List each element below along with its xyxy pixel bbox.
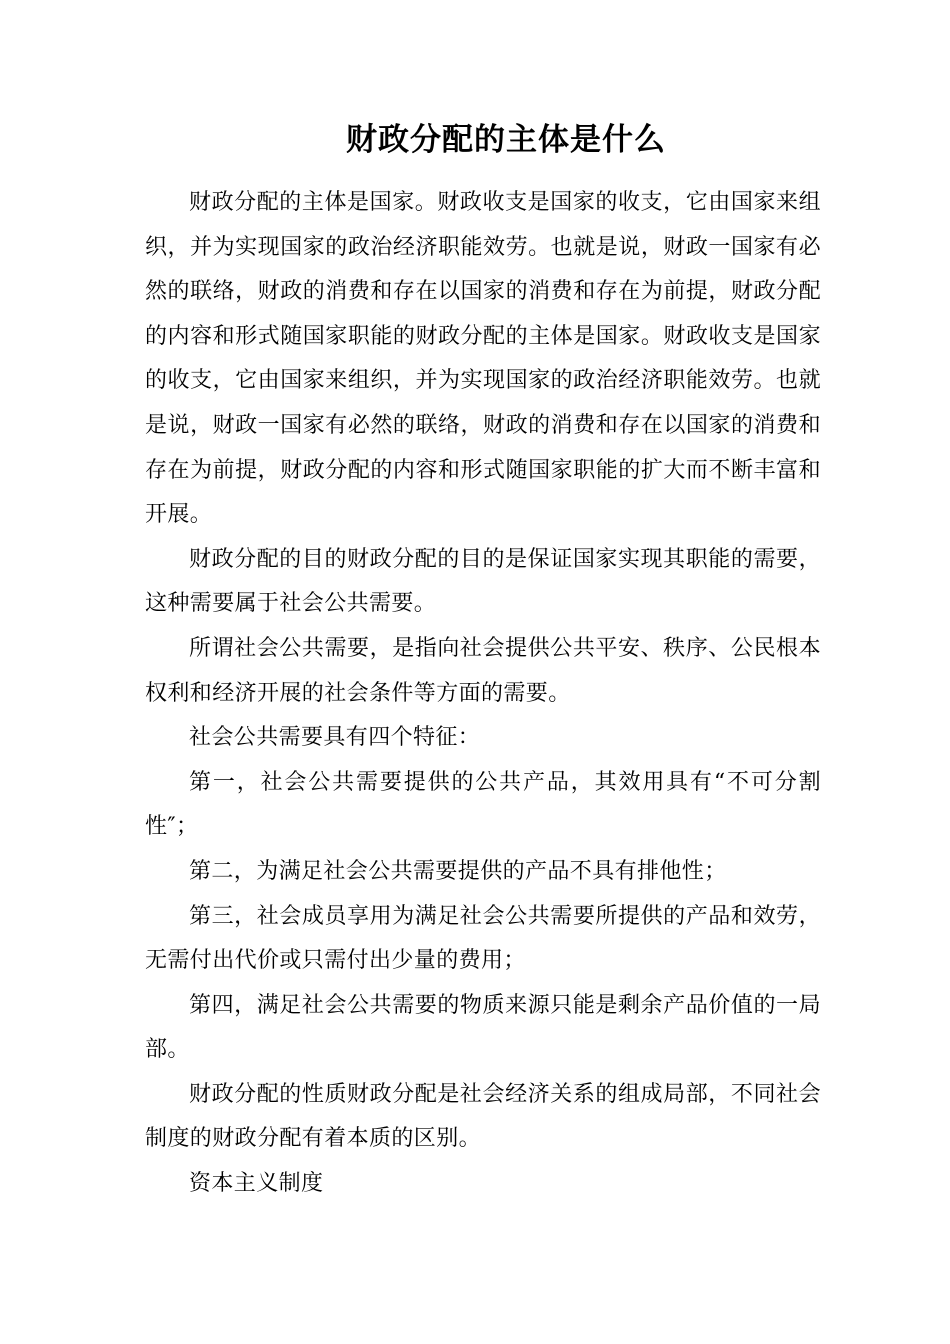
paragraph: 财政分配的目的财政分配的目的是保证国家实现其职能的需要，这种需要属于社会公共需要。 bbox=[145, 546, 821, 617]
paragraph: 第三，社会成员享用为满足社会公共需要所提供的产品和效劳，无需付出代价或只需付出少量的费用； bbox=[145, 903, 821, 974]
paragraph: 第二，为满足社会公共需要提供的产品不具有排他性； bbox=[189, 858, 727, 884]
paragraph: 所谓社会公共需要，是指向社会提供公共平安、秩序、公民根本权利和经济开展的社会条件等方面的需要。 bbox=[145, 635, 821, 706]
paragraph: 资本主义制度 bbox=[189, 1171, 324, 1197]
document-title: 财政分配的主体是什么 bbox=[346, 122, 666, 158]
paragraph: 财政分配的主体是国家。财政收支是国家的收支，它由国家来组织，并为实现国家的政治经济职能效劳。也就是说，财政一国家有必然的联络，财政的消费和存在以国家的消费和存在为前提，财政分配的内容和形式随国家职能的财政分配的主体是国家。财政收支是国家的收支，它由国家来组织，并为实现国家的政治经济职能效劳。也就是说，财政一国家有必然的联络，财政的消费和存在以国家的消费和存在为前提，财政分配的内容和形式随国家职能的扩大而不断丰富和开展。 bbox=[145, 190, 821, 528]
paragraph: 社会公共需要具有四个特征： bbox=[189, 725, 481, 751]
document-body bbox=[145, 181, 821, 1207]
paragraph: 第四，满足社会公共需要的物质来源只能是剩余产品价值的一局部。 bbox=[145, 992, 821, 1063]
paragraph: 第一，社会公共需要提供的公共产品，其效用具有“不可分割性″； bbox=[145, 769, 821, 840]
paragraph: 财政分配的性质财政分配是社会经济关系的组成局部，不同社会制度的财政分配有着本质的区别。 bbox=[145, 1081, 821, 1152]
